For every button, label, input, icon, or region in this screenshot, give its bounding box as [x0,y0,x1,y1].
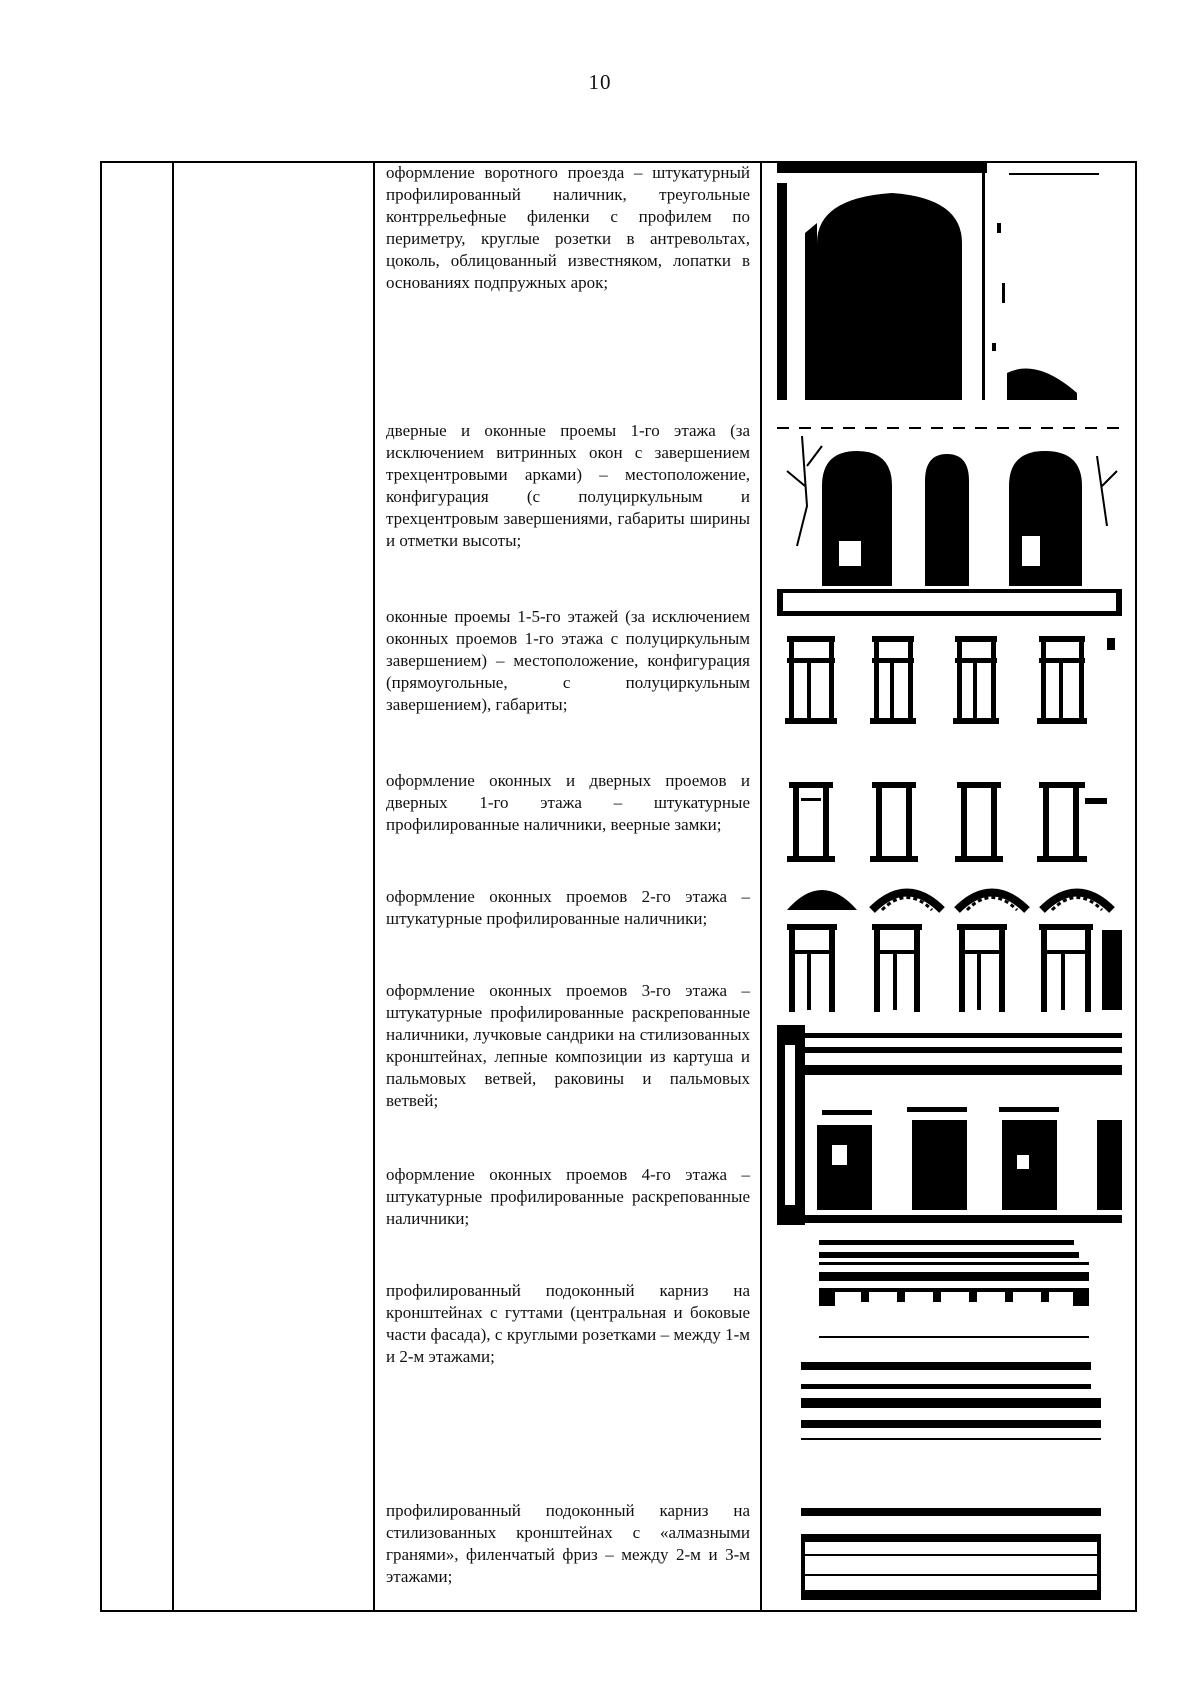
photo-first-floor-trims [777,778,1122,863]
table-col-line-3 [373,161,375,1612]
table-col-line-5 [1135,161,1137,1612]
table-bottom-border [100,1610,1137,1612]
table-col-line-1 [100,161,102,1612]
paragraph-fourth-floor-trims: оформление оконных проемов 4-го этажа – штукатурные профилированные раскрепованные наличники; [386,1165,750,1228]
paragraph-second-floor-trims: оформление оконных проемов 2-го этажа – штукатурные профилированные наличники; [386,887,750,928]
paragraph-first-floor-trims: оформление оконных и дверных проемов и дверных 1-го этажа – штукатурные профилированные наличники, веерные замки; [386,771,750,834]
photo-facade-fourth-floor [777,1025,1122,1225]
photo-cornice-1-2 [777,1238,1122,1348]
paragraph-window-openings: оконные проемы 1-5-го этажей (за исключением оконных проемов 1-го этажа с полуциркульным завершением) – местоположение, конфигурация (прямоугольные, с полуциркульным завершением), габариты; [386,607,750,714]
photo-first-floor-arches [777,426,1122,616]
photo-second-floor-trims [777,870,1122,915]
paragraph-first-floor-openings: дверные и оконные проемы 1-го этажа (за исключением витринных окон с завершением трехцентровыми арками) – местоположение, конфигурация (с полуциркульным и трехцентровым завершениями, габариты ширины и отметки высоты; [386,421,750,550]
paragraph-gate-passage: оформление воротного проезда – штукатурный профилированный наличник, треугольные контррельефные филенки с профилем по периметру, круглые розетки в антревольтах, цоколь, облицованный известняком, лопатки в основаниях подпружных арок; [386,163,750,292]
photo-window-openings [777,628,1122,728]
paragraph-third-floor-trims: оформление оконных проемов 3-го этажа – штукатурные профилированные раскрепованные наличники, лучковые сандрики на стилизованных кронштейнах, лепные композиции из картуша и пальмовых ветвей, раковины и пальмовых ветвей; [386,981,750,1110]
table-col-line-4 [760,161,762,1612]
photo-third-floor-windows [777,920,1122,1020]
table-col-line-2 [172,161,174,1612]
paragraph-cornice-1-2: профилированный подоконный карниз на кронштейнах с гуттами (центральная и боковые части фасада), с круглыми розетками – между 1-м и 2-м этажами; [386,1281,750,1366]
page-number: 10 [588,70,612,94]
photo-cornice-2-3 [777,1358,1122,1608]
paragraph-cornice-2-3: профилированный подоконный карниз на стилизованных кронштейнах с «алмазными гранями», филенчатый фриз – между 2-м и 3-м этажами; [386,1501,750,1586]
photo-gate-arch [777,163,1122,400]
